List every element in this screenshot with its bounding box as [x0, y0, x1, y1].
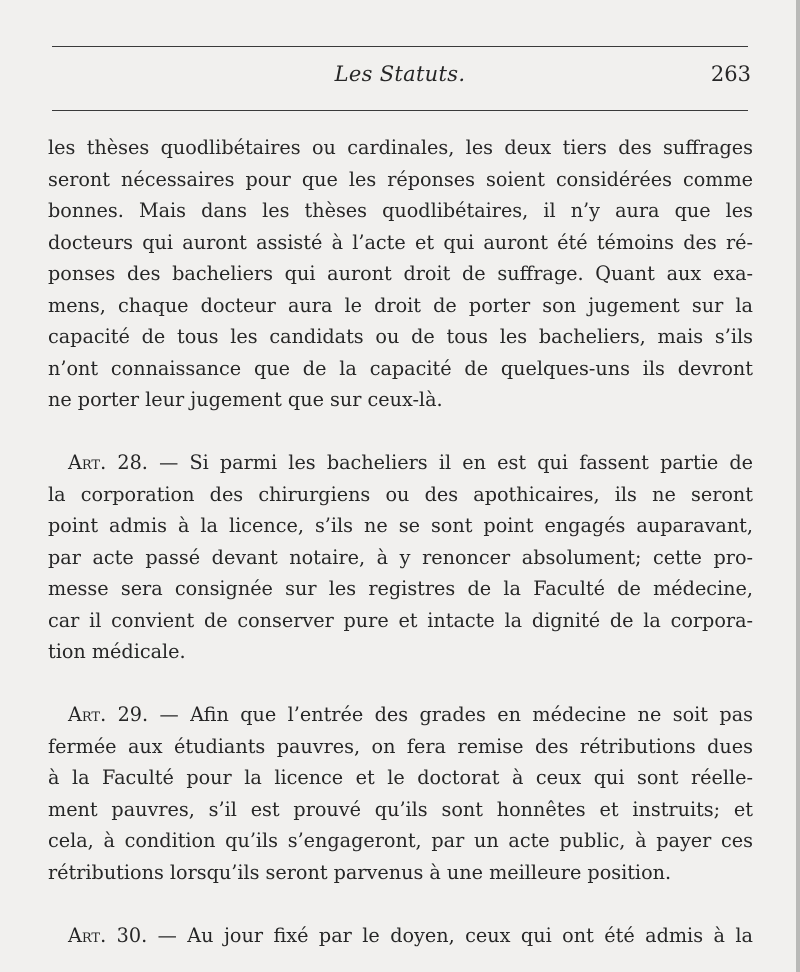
text-line: par acte passé devant notaire, à y renoncer absolument; cette pro- [48, 545, 753, 569]
header-top-rule [52, 46, 748, 47]
text-line: les thèses quodlibétaires ou cardinales, les deux tiers des suffrages [48, 136, 753, 159]
text-line [48, 699, 753, 731]
text-line: mens, chaque docteur aura le droit de porter son jugement sur la [48, 293, 753, 317]
text-line: ponses des bacheliers qui auront droit de suffrage. Quant aux exa- [48, 262, 753, 285]
paragraph-continuation [48, 132, 753, 416]
text-line: seront nécessaires pour que les réponses soient considérées comme [48, 167, 753, 191]
text-line: capacité de tous les candidats ou de tous les bacheliers, mais s’ils [48, 325, 753, 348]
header-bottom-rule [52, 110, 748, 111]
text-line: rétributions lorsqu’ils seront parvenus à une meilleure position. [48, 860, 672, 884]
text-line: tion médicale. [48, 640, 186, 663]
article-30 [48, 920, 753, 952]
text-line: bonnes. Mais dans les thèses quodlibétaires, il n’y aura que les [48, 199, 753, 222]
text-line [48, 920, 753, 952]
text-line: la corporation des chirurgiens ou des apothicaires, ils ne seront [48, 482, 753, 506]
text-line: cela, à condition qu’ils s’engageront, par un acte public, à payer ces [48, 829, 753, 852]
text-line: ne porter leur jugement que sur ceux-là. [48, 388, 443, 411]
text-line: ment pauvres, s’il est prouvé qu’ils sont honnêtes et instruits; et [48, 797, 753, 821]
article-text: — Afin que l’entrée des grades en médecine ne soit pas [148, 703, 753, 726]
text-line: fermée aux étudiants pauvres, on fera remise des rétributions dues [48, 734, 753, 758]
page-number: 263 [710, 62, 751, 86]
text-line: à la Faculté pour la licence et le doctorat à ceux qui sont réelle- [48, 766, 753, 789]
article-text: — Au jour fixé par le doyen, ceux qui ont été admis à la [147, 923, 753, 947]
text-line [48, 447, 753, 479]
paragraph-gap [48, 416, 753, 448]
paragraph-gap [48, 668, 753, 700]
article-text: — Si parmi les bacheliers il en est qui fassent partie de [147, 451, 753, 474]
article-number: Art. 29. [68, 703, 149, 726]
text-line: docteurs qui auront assisté à l’acte et qui auront été témoins des ré- [48, 230, 753, 254]
running-title: Les Statuts. [334, 62, 466, 86]
body-text [48, 132, 753, 951]
article-number: Art. 28. [68, 451, 148, 474]
text-line: n’ont connaissance que de la capacité de quelques-uns ils devront [48, 356, 753, 380]
text-line: point admis à la licence, s’ils ne se sont point engagés auparavant, [48, 514, 753, 537]
paragraph-gap [48, 888, 753, 920]
article-number: Art. 30. [68, 923, 148, 947]
article-29 [48, 699, 753, 888]
text-line: car il convient de conserver pure et intacte la dignité de la corpora- [48, 608, 753, 632]
article-28 [48, 447, 753, 668]
text-line: messe sera consignée sur les registres de la Faculté de médecine, [48, 577, 753, 600]
